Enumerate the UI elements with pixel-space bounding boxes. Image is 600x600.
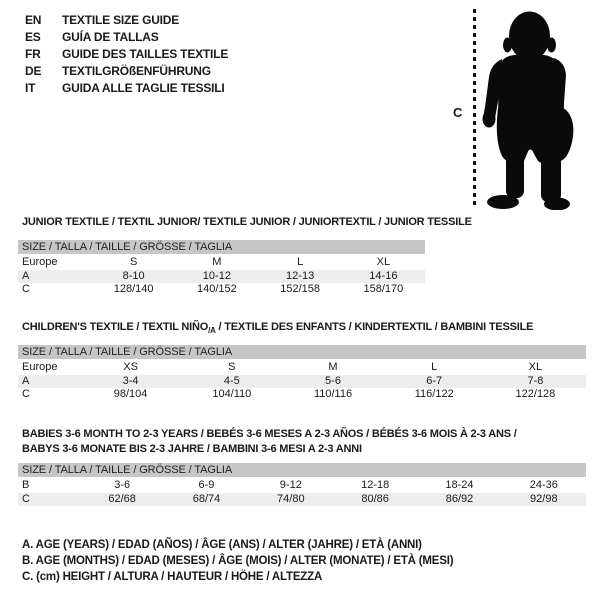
- table-cell: 86/92: [445, 492, 474, 505]
- language-code: DE: [25, 64, 42, 78]
- row-label-cell: A: [22, 374, 30, 387]
- table-row: [18, 256, 425, 270]
- children-heading-text: CHILDREN'S TEXTILE / TEXTIL NIÑO: [22, 321, 209, 333]
- table-cell: XL: [528, 361, 543, 373]
- language-row: [25, 12, 228, 29]
- table-row: [18, 361, 586, 375]
- row-label-cell: A: [22, 269, 30, 282]
- baby-silhouette-icon: [478, 5, 578, 210]
- language-label: GUIDA ALLE TAGLIE TESSILI: [62, 81, 225, 95]
- table-cell: 152/158: [280, 283, 320, 295]
- table-cell: XL: [376, 256, 391, 268]
- table-cell: 7-8: [527, 374, 544, 387]
- language-code: IT: [25, 81, 36, 95]
- children-heading-subscript: /A: [208, 326, 216, 336]
- table-cell: 122/128: [515, 388, 556, 400]
- row-label-cell: C: [22, 283, 30, 295]
- row-label-cell: C: [22, 492, 30, 505]
- children-section-heading: [22, 321, 533, 335]
- height-dotted-line: [473, 9, 476, 207]
- legend-line-a: A. AGE (YEARS) / EDAD (AÑOS) / ÂGE (ANS) / ALTER (JAHRE) / ETÀ (ANNI): [22, 539, 422, 551]
- table-cell: 24-36: [529, 479, 558, 491]
- table-cell: 3-6: [114, 479, 131, 491]
- babies-section-heading: [22, 427, 517, 457]
- table-cell: 6-7: [426, 374, 443, 387]
- table-cell: 128/140: [113, 283, 154, 295]
- measure-legend: [22, 537, 453, 585]
- language-label: TEXTILE SIZE GUIDE: [62, 13, 180, 27]
- table-cell: 18-24: [445, 479, 474, 491]
- babies-heading-line1: BABIES 3-6 MONTH TO 2-3 YEARS / BEBÉS 3-6 MESES A 2-3 AÑOS / BÉBÉS 3-6 MOIS À 2-3 ANS /: [22, 428, 517, 440]
- table-cell: 9-12: [279, 479, 302, 491]
- table-cell: 98/104: [113, 388, 148, 400]
- language-code: ES: [25, 30, 41, 44]
- table-cell: 116/122: [414, 388, 454, 400]
- size-bar: SIZE / TALLA / TAILLE / GRÖSSE / TAGLIA: [18, 463, 586, 477]
- table-cell: 74/80: [277, 492, 305, 505]
- table-cell: 12-18: [361, 479, 390, 491]
- language-row: [25, 63, 228, 80]
- legend-line-b: B. AGE (MONTHS) / EDAD (MESES) / ÂGE (MOIS) / ALTER (MONATE) / ETÀ (MESI): [22, 555, 454, 567]
- row-label-cell: Europe: [22, 361, 58, 373]
- babies-size-table: [18, 463, 586, 506]
- language-row: [25, 29, 228, 46]
- language-code: EN: [25, 13, 42, 27]
- table-cell: 80/86: [361, 492, 389, 505]
- size-bar: SIZE / TALLA / TAILLE / GRÖSSE / TAGLIA: [18, 345, 586, 359]
- table-cell: 92/98: [530, 492, 558, 505]
- language-row: [25, 46, 228, 63]
- language-label: GUÍA DE TALLAS: [62, 30, 159, 44]
- table-cell: 3-4: [122, 374, 139, 387]
- table-row: [18, 479, 586, 493]
- table-cell: 158/170: [363, 283, 404, 295]
- row-label-cell: B: [22, 479, 30, 491]
- table-cell: S: [129, 256, 138, 268]
- language-row: [25, 80, 228, 97]
- size-bar: SIZE / TALLA / TAILLE / GRÖSSE / TAGLIA: [18, 240, 425, 254]
- table-cell: 110/116: [313, 388, 353, 400]
- table-cell: 12-13: [286, 269, 315, 282]
- legend-line-c: C. (cm) HEIGHT / ALTURA / HAUTEUR / HÖHE / ALTEZZA: [22, 571, 323, 583]
- row-label-cell: Europe: [22, 256, 58, 268]
- table-cell: XS: [123, 361, 138, 373]
- table-cell: 5-6: [325, 374, 341, 387]
- table-cell: S: [228, 361, 236, 373]
- table-row: [18, 388, 586, 402]
- children-heading-text: / TEXTILE DES ENFANTS / KINDERTEXTIL / BAMBINI TESSILE: [215, 321, 534, 333]
- table-cell: 62/68: [108, 492, 136, 505]
- language-label: GUIDE DES TAILLES TEXTILE: [62, 47, 229, 61]
- table-cell: 140/152: [196, 283, 237, 295]
- table-cell: 14-16: [369, 269, 398, 282]
- table-cell: 6-9: [198, 479, 215, 491]
- height-measure-label: C: [453, 105, 463, 120]
- table-row: [18, 283, 425, 297]
- junior-section-heading: JUNIOR TEXTILE / TEXTIL JUNIOR/ TEXTILE JUNIOR / JUNIORTEXTIL / JUNIOR TESSILE: [22, 216, 472, 228]
- table-cell: 8-10: [122, 269, 145, 282]
- table-cell: 68/74: [192, 492, 221, 505]
- junior-size-table: [18, 240, 425, 297]
- table-cell: 4-5: [223, 374, 240, 387]
- table-cell: 10-12: [202, 269, 231, 282]
- language-list: [25, 12, 228, 97]
- table-cell: M: [212, 256, 222, 268]
- babies-heading-line2: BABYS 3-6 MONATE BIS 2-3 JAHRE / BAMBINI 3-6 MESI A 2-3 ANNI: [22, 443, 362, 455]
- table-cell: L: [297, 256, 304, 268]
- table-row: [18, 270, 425, 284]
- row-label-cell: C: [22, 388, 30, 400]
- language-label: TEXTILGRÖßENFÜHRUNG: [62, 64, 211, 78]
- language-code: FR: [25, 47, 41, 61]
- table-cell: M: [328, 361, 338, 373]
- table-row: [18, 375, 586, 389]
- table-cell: L: [431, 361, 438, 373]
- children-size-table: [18, 345, 586, 402]
- table-row: [18, 493, 586, 507]
- table-cell: 104/110: [212, 388, 252, 400]
